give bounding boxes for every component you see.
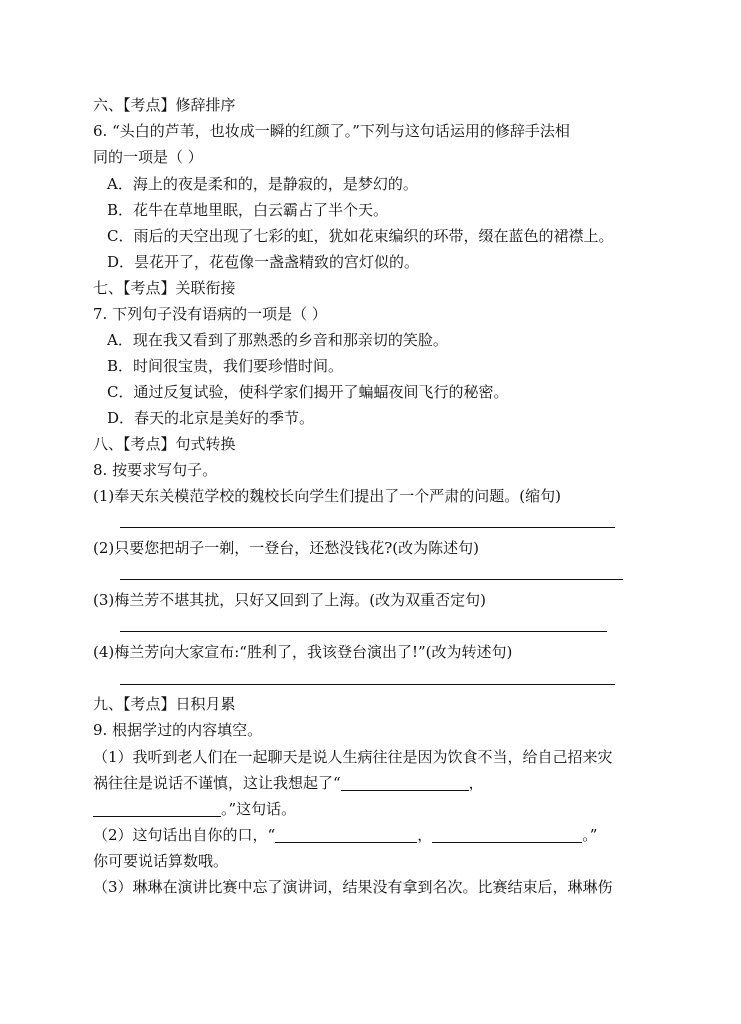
answer-line-8-4[interactable] xyxy=(120,684,615,685)
question-8-item-2: (2)只要您把胡子一剃，一登台，还愁没钱花?(改为陈述句) xyxy=(93,539,479,557)
question-6-option-d: D．昙花开了，花苞像一盏盏精致的宫灯似的。 xyxy=(107,253,420,271)
question-8-item-4: (4)梅兰芳向大家宣布:“胜利了，我该登台演出了!”(改为转述句) xyxy=(93,643,513,661)
section-7-heading: 七、【考点】关联衔接 xyxy=(93,279,236,297)
section-6-heading: 六、【考点】修辞排序 xyxy=(93,96,236,114)
question-6-stem: 6. “头白的芦苇，也妆成一瞬的红颜了。”下列与这句话运用的修辞手法相 xyxy=(93,122,570,140)
question-9-part-2-comma: ， xyxy=(417,826,433,844)
fill-blank-9-2b[interactable] xyxy=(432,826,582,843)
question-7-option-c: C．通过反复试验，使科学家们揭开了蝙蝠夜间飞行的秘密。 xyxy=(107,383,509,401)
fill-blank-9-2a[interactable] xyxy=(275,826,417,843)
answer-line-8-3[interactable] xyxy=(120,631,607,632)
question-7-stem: 7. 下列句子没有语病的一项是（ ） xyxy=(93,305,327,323)
question-9-part-2-cont: 你可要说话算数哦。 xyxy=(93,852,229,870)
question-7-option-d: D．春天的北京是美好的季节。 xyxy=(107,409,315,427)
fill-blank-9-1b[interactable] xyxy=(93,800,221,817)
question-6-option-c: C．雨后的天空出现了七彩的虹，犹如花束编织的环带，缀在蓝色的裙襟上。 xyxy=(107,227,614,245)
section-8-heading: 八、【考点】句式转换 xyxy=(93,435,236,453)
question-7-option-a: A．现在我又看到了那熟悉的乡音和那亲切的笑脸。 xyxy=(107,331,448,349)
question-9-part-2-text: （2）这句话出自你的口，“ xyxy=(93,826,276,844)
fill-blank-9-1a[interactable] xyxy=(341,774,469,791)
question-6-option-b: B．花牛在草地里眠，白云霸占了半个天。 xyxy=(107,201,389,219)
question-8-stem: 8. 按要求写句子。 xyxy=(93,461,218,479)
answer-line-8-1[interactable] xyxy=(120,527,615,528)
question-9-part-1: （1）我听到老人们在一起聊天是说人生病往往是因为饮食不当，给自己招来灾 xyxy=(93,748,613,766)
question-6-stem-cont: 同的一项是（ ） xyxy=(93,148,203,166)
question-9-part-2 xyxy=(93,822,597,848)
question-9-part-1-text: 祸往往是说话不谨慎，这让我想起了“ xyxy=(93,774,341,792)
question-6-option-a: A．海上的夜是柔和的，是静寂的，是梦幻的。 xyxy=(107,175,418,193)
question-9-stem: 9. 根据学过的内容填空。 xyxy=(93,721,263,739)
question-9-part-1-cont xyxy=(93,770,484,796)
question-9-part-1-close: 。”这句话。 xyxy=(221,800,297,818)
question-8-item-3: (3)梅兰芳不堪其扰，只好又回到了上海。(改为双重否定句) xyxy=(93,591,486,609)
question-7-option-b: B．时间很宝贵，我们要珍惜时间。 xyxy=(107,357,344,375)
answer-line-8-2[interactable] xyxy=(120,579,623,580)
question-8-item-1: (1)奉天东关模范学校的魏校长向学生们提出了一个严肃的问题。(缩句) xyxy=(93,487,561,505)
question-9-part-1-comma: ， xyxy=(468,774,484,792)
section-9-heading: 九、【考点】日积月累 xyxy=(93,695,236,713)
question-9-part-3: （3）琳琳在演讲比赛中忘了演讲词，结果没有拿到名次。比赛结束后，琳琳伤 xyxy=(93,878,613,896)
question-9-part-2-close: 。” xyxy=(582,826,598,844)
question-9-part-1-end xyxy=(93,796,296,822)
